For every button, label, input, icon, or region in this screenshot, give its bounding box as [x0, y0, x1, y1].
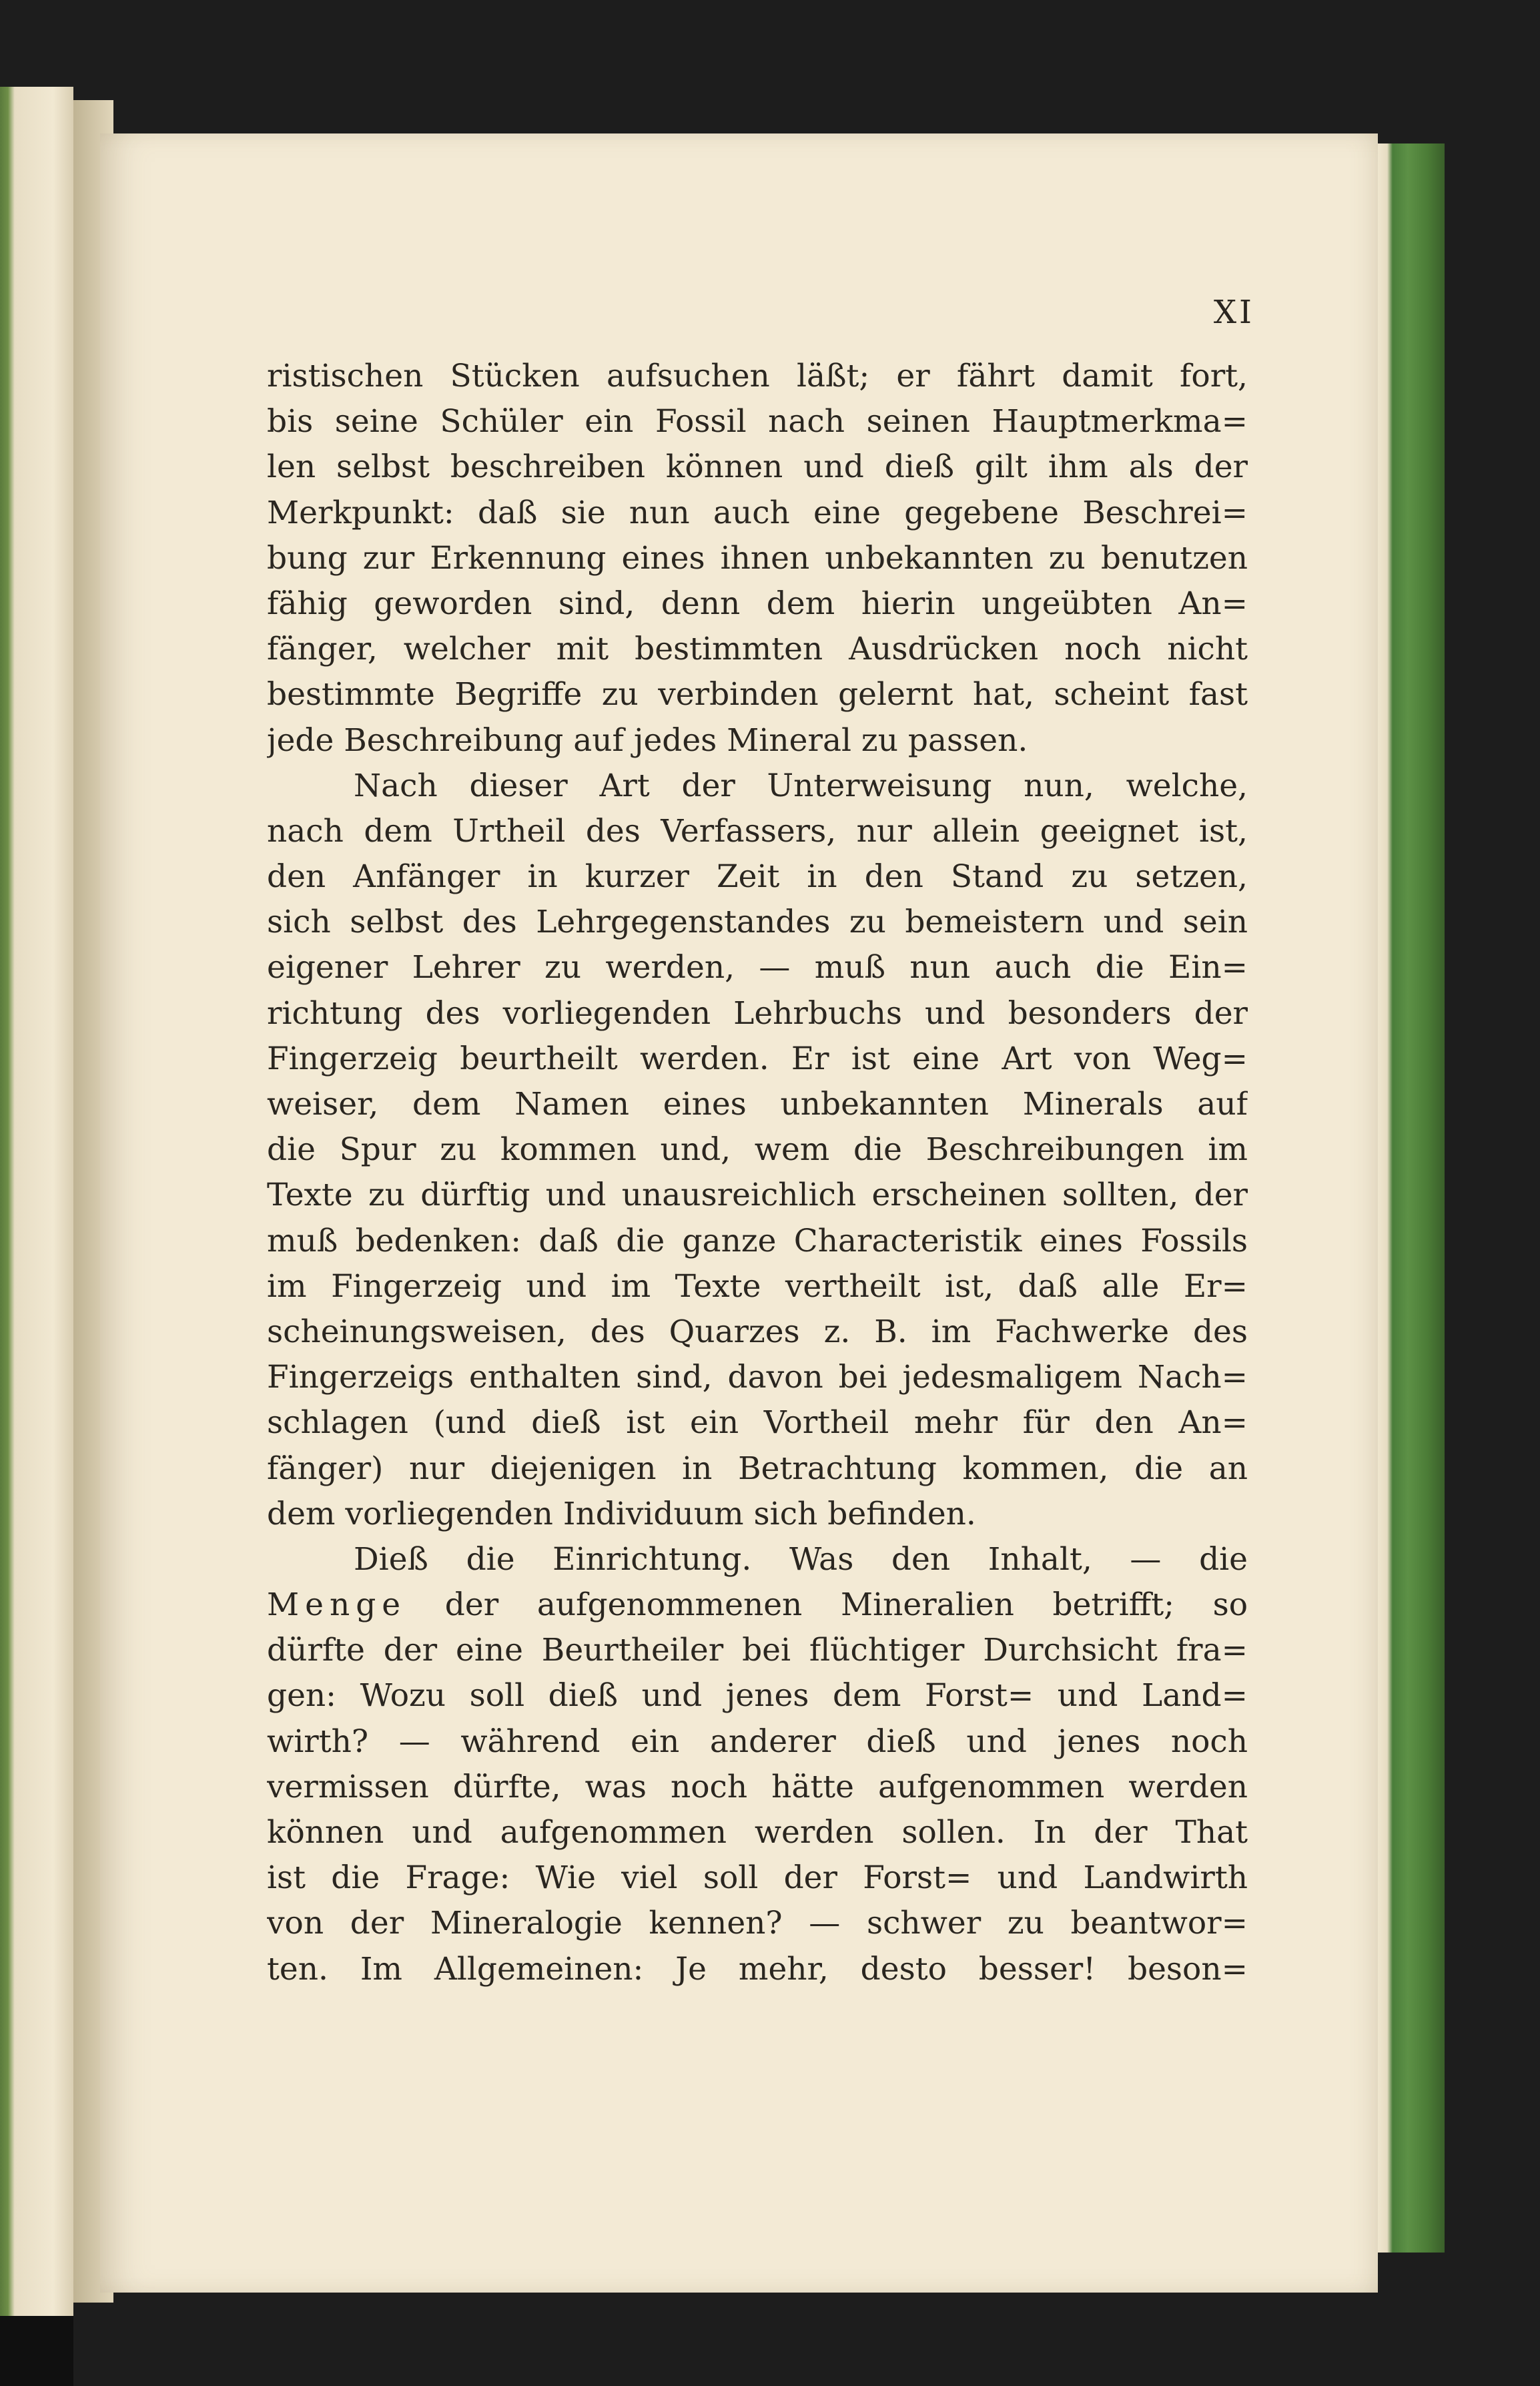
paragraph-end-line: dem vorliegenden Individuum sich befinden.: [267, 1495, 976, 1532]
text-line: bung zur Erkennung eines ihnen unbekannten zu benutzen: [267, 539, 1248, 577]
text-line: wirth? — während ein anderer dieß und jenes noch: [267, 1723, 1248, 1760]
text-line: sich selbst des Lehrgegenstandes zu bemeistern und sein: [267, 904, 1248, 941]
text-line: eigener Lehrer zu werden, — muß nun auch die Ein=: [267, 949, 1248, 986]
text-line: len selbst beschreiben können und dieß gilt ihm als der: [267, 449, 1248, 486]
text-line: fänger, welcher mit bestimmten Ausdrücken noch nicht: [267, 631, 1248, 668]
text-line: dürfte der eine Beurtheiler bei flüchtiger Durchsicht fra=: [267, 1632, 1248, 1669]
text-line: Merkpunkt: daß sie nun auch eine gegebene Beschrei=: [267, 494, 1248, 531]
text-line: weiser, dem Namen eines unbekannten Minerals auf: [267, 1086, 1248, 1123]
text-line: ten. Im Allgemeinen: Je mehr, desto besser! beson=: [267, 1950, 1248, 1988]
text-line: können und aufgenommen werden sollen. In der That: [267, 1814, 1248, 1851]
text-line: fänger) nur diejenigen in Betrachtung kommen, die an: [267, 1450, 1248, 1487]
text-line: vermissen dürfte, was noch hätte aufgenommen werden: [267, 1768, 1248, 1805]
text-line: gen: Wozu soll dieß und jenes dem Forst= und Land=: [267, 1677, 1248, 1715]
paragraph-start-line: Nach dieser Art der Unterweisung nun, welche,: [354, 767, 1248, 804]
page-number: XI: [1213, 294, 1254, 331]
text-line: scheinungsweisen, des Quarzes z. B. im Fachwerke des: [267, 1313, 1248, 1350]
text-line: ristischen Stücken aufsuchen läßt; er fährt damit fort,: [267, 358, 1248, 394]
text-line: bestimmte Begriffe zu verbinden gelernt hat, scheint fast: [267, 676, 1248, 713]
background-corner: [0, 2316, 73, 2386]
previous-page-edge: [0, 87, 73, 2316]
text-line: Fingerzeigs enthalten sind, davon bei jedesmaligem Nach=: [267, 1359, 1248, 1396]
text-line: muß bedenken: daß die ganze Characteristik eines Fossils: [267, 1222, 1248, 1259]
emphasized-word: Menge: [267, 1586, 407, 1624]
text-line: nach dem Urtheil des Verfassers, nur allein geeignet ist,: [267, 812, 1248, 850]
paragraph-end-line: jede Beschreibung auf jedes Mineral zu passen.: [267, 721, 1028, 759]
text-line: von der Mineralogie kennen? — schwer zu beantwor=: [267, 1905, 1248, 1942]
paragraph-start-line: Dieß die Einrichtung. Was den Inhalt, — die: [354, 1540, 1248, 1578]
text-line: ist die Frage: Wie viel soll der Forst= und Landwirth: [267, 1859, 1248, 1897]
text-line: die Spur zu kommen und, wem die Beschreibungen im: [267, 1131, 1248, 1169]
emphasis-line: [267, 1582, 1248, 1628]
text-line: Fingerzeig beurtheilt werden. Er ist eine Art von Weg=: [267, 1040, 1248, 1077]
text-line: den Anfänger in kurzer Zeit in den Stand zu setzen,: [267, 858, 1248, 896]
text-line: schlagen (und dieß ist ein Vortheil mehr für den An=: [267, 1404, 1248, 1442]
emphasis-line-rest: der aufgenommenen Mineralien betrifft; so: [406, 1586, 1248, 1624]
text-line: fähig geworden sind, denn dem hierin ungeübten An=: [267, 585, 1248, 622]
text-line: im Fingerzeig und im Texte vertheilt ist, daß alle Er=: [267, 1267, 1248, 1305]
text-line: bis seine Schüler ein Fossil nach seinen Hauptmerkma=: [267, 403, 1248, 440]
text-line: richtung des vorliegenden Lehrbuchs und besonders der: [267, 994, 1248, 1032]
book-cover-edge: [1378, 143, 1445, 2253]
text-line: Texte zu dürftig und unausreichlich erscheinen sollten, der: [267, 1177, 1248, 1214]
page-text: [267, 354, 1248, 1992]
